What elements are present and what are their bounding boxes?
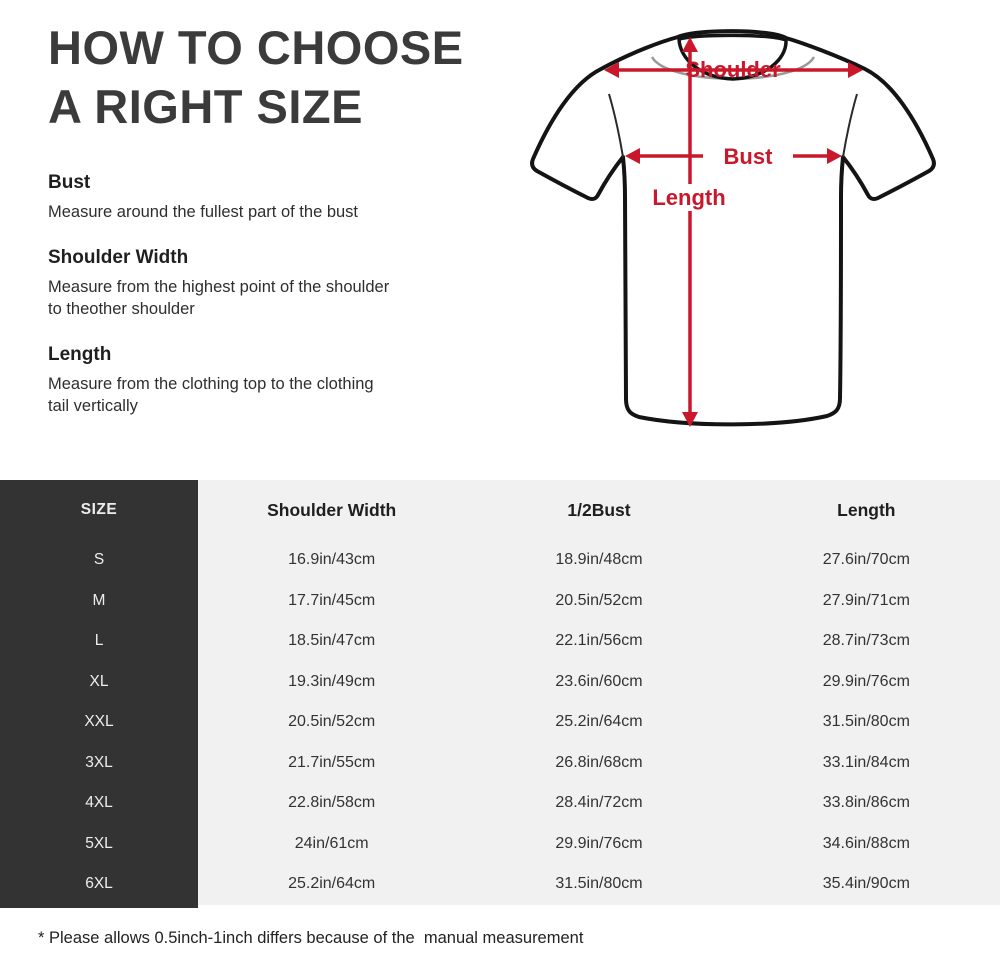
length-cell: 27.6in/70cm bbox=[822, 551, 910, 569]
measurement-disclaimer: * Please allows 0.5inch-1inch differs because of the manual measurement bbox=[38, 929, 584, 947]
guide-term: Length bbox=[48, 344, 112, 365]
guide-item bbox=[48, 247, 438, 320]
shoulder-width-cell: 17.7in/45cm bbox=[288, 591, 376, 609]
half-bust-cell: 20.5in/52cm bbox=[555, 591, 643, 609]
page-title-line2: A RIGHT SIZE bbox=[48, 80, 363, 133]
shoulder-width-cell: 21.7in/55cm bbox=[288, 753, 376, 771]
half-bust-cell: 29.9in/76cm bbox=[555, 834, 643, 852]
shoulder-width-cell: 16.9in/43cm bbox=[288, 551, 376, 569]
guide-description: Measure from the highest point of the shoulder to theother shoulder bbox=[48, 278, 390, 318]
bust-label: Bust bbox=[723, 144, 773, 169]
half-bust-cell: 18.9in/48cm bbox=[555, 551, 643, 569]
page-title bbox=[48, 18, 464, 136]
size-label-cell: 3XL bbox=[85, 753, 113, 771]
guide-term: Bust bbox=[48, 172, 91, 193]
guide-description: Measure around the fullest part of the bust bbox=[48, 203, 359, 221]
shoulder-label: Shoulder bbox=[685, 57, 781, 82]
size-label-cell: S bbox=[93, 551, 105, 569]
shoulder-width-cell: 24in/61cm bbox=[294, 834, 369, 852]
measure-guide bbox=[48, 172, 438, 441]
column-header-length: Length bbox=[837, 499, 896, 520]
table-row bbox=[0, 662, 1000, 703]
size-table bbox=[0, 480, 1000, 905]
length-label: Length bbox=[652, 185, 726, 210]
half-bust-cell: 26.8in/68cm bbox=[555, 753, 643, 771]
table-row bbox=[0, 621, 1000, 662]
size-label-cell: L bbox=[94, 632, 104, 650]
shoulder-width-cell: 25.2in/64cm bbox=[288, 875, 376, 893]
length-cell: 34.6in/88cm bbox=[822, 834, 910, 852]
shoulder-width-cell: 19.3in/49cm bbox=[288, 672, 376, 690]
half-bust-cell: 25.2in/64cm bbox=[555, 713, 643, 731]
table-row bbox=[0, 824, 1000, 865]
guide-term: Shoulder Width bbox=[48, 247, 189, 268]
table-row bbox=[0, 540, 1000, 581]
length-cell: 33.8in/86cm bbox=[822, 794, 910, 812]
half-bust-cell: 31.5in/80cm bbox=[555, 875, 643, 893]
table-row bbox=[0, 743, 1000, 784]
size-label-cell: XXL bbox=[84, 713, 114, 731]
column-header-half-bust: 1/2Bust bbox=[567, 499, 631, 520]
size-label-cell: 4XL bbox=[85, 794, 113, 812]
size-label-cell: 6XL bbox=[85, 875, 113, 893]
length-cell: 28.7in/73cm bbox=[822, 632, 910, 650]
table-row bbox=[0, 783, 1000, 824]
column-header-size: SIZE bbox=[80, 501, 118, 518]
tshirt-diagram bbox=[500, 10, 1000, 450]
half-bust-cell: 23.6in/60cm bbox=[555, 672, 643, 690]
guide-item bbox=[48, 344, 438, 417]
size-label-cell: M bbox=[92, 591, 106, 609]
table-row bbox=[0, 864, 1000, 905]
table-row bbox=[0, 702, 1000, 743]
size-label-cell: 5XL bbox=[85, 834, 113, 852]
length-cell: 33.1in/84cm bbox=[822, 753, 910, 771]
shoulder-width-cell: 18.5in/47cm bbox=[288, 632, 376, 650]
length-cell: 31.5in/80cm bbox=[822, 713, 910, 731]
shoulder-width-cell: 22.8in/58cm bbox=[288, 794, 376, 812]
length-cell: 35.4in/90cm bbox=[822, 875, 910, 893]
half-bust-cell: 28.4in/72cm bbox=[555, 794, 643, 812]
guide-description: Measure from the clothing top to the clothing tail vertically bbox=[48, 375, 374, 415]
guide-item bbox=[48, 172, 438, 223]
page-title-line1: HOW TO CHOOSE bbox=[48, 21, 464, 74]
column-header-shoulder-width: Shoulder Width bbox=[267, 499, 397, 520]
table-body bbox=[0, 540, 1000, 905]
length-cell: 29.9in/76cm bbox=[822, 672, 910, 690]
half-bust-cell: 22.1in/56cm bbox=[555, 632, 643, 650]
table-header-row bbox=[0, 480, 1000, 540]
length-cell: 27.9in/71cm bbox=[822, 591, 910, 609]
size-label-cell: XL bbox=[89, 672, 109, 690]
shoulder-width-cell: 20.5in/52cm bbox=[288, 713, 376, 731]
tshirt-outline bbox=[532, 31, 934, 424]
table-row bbox=[0, 581, 1000, 622]
